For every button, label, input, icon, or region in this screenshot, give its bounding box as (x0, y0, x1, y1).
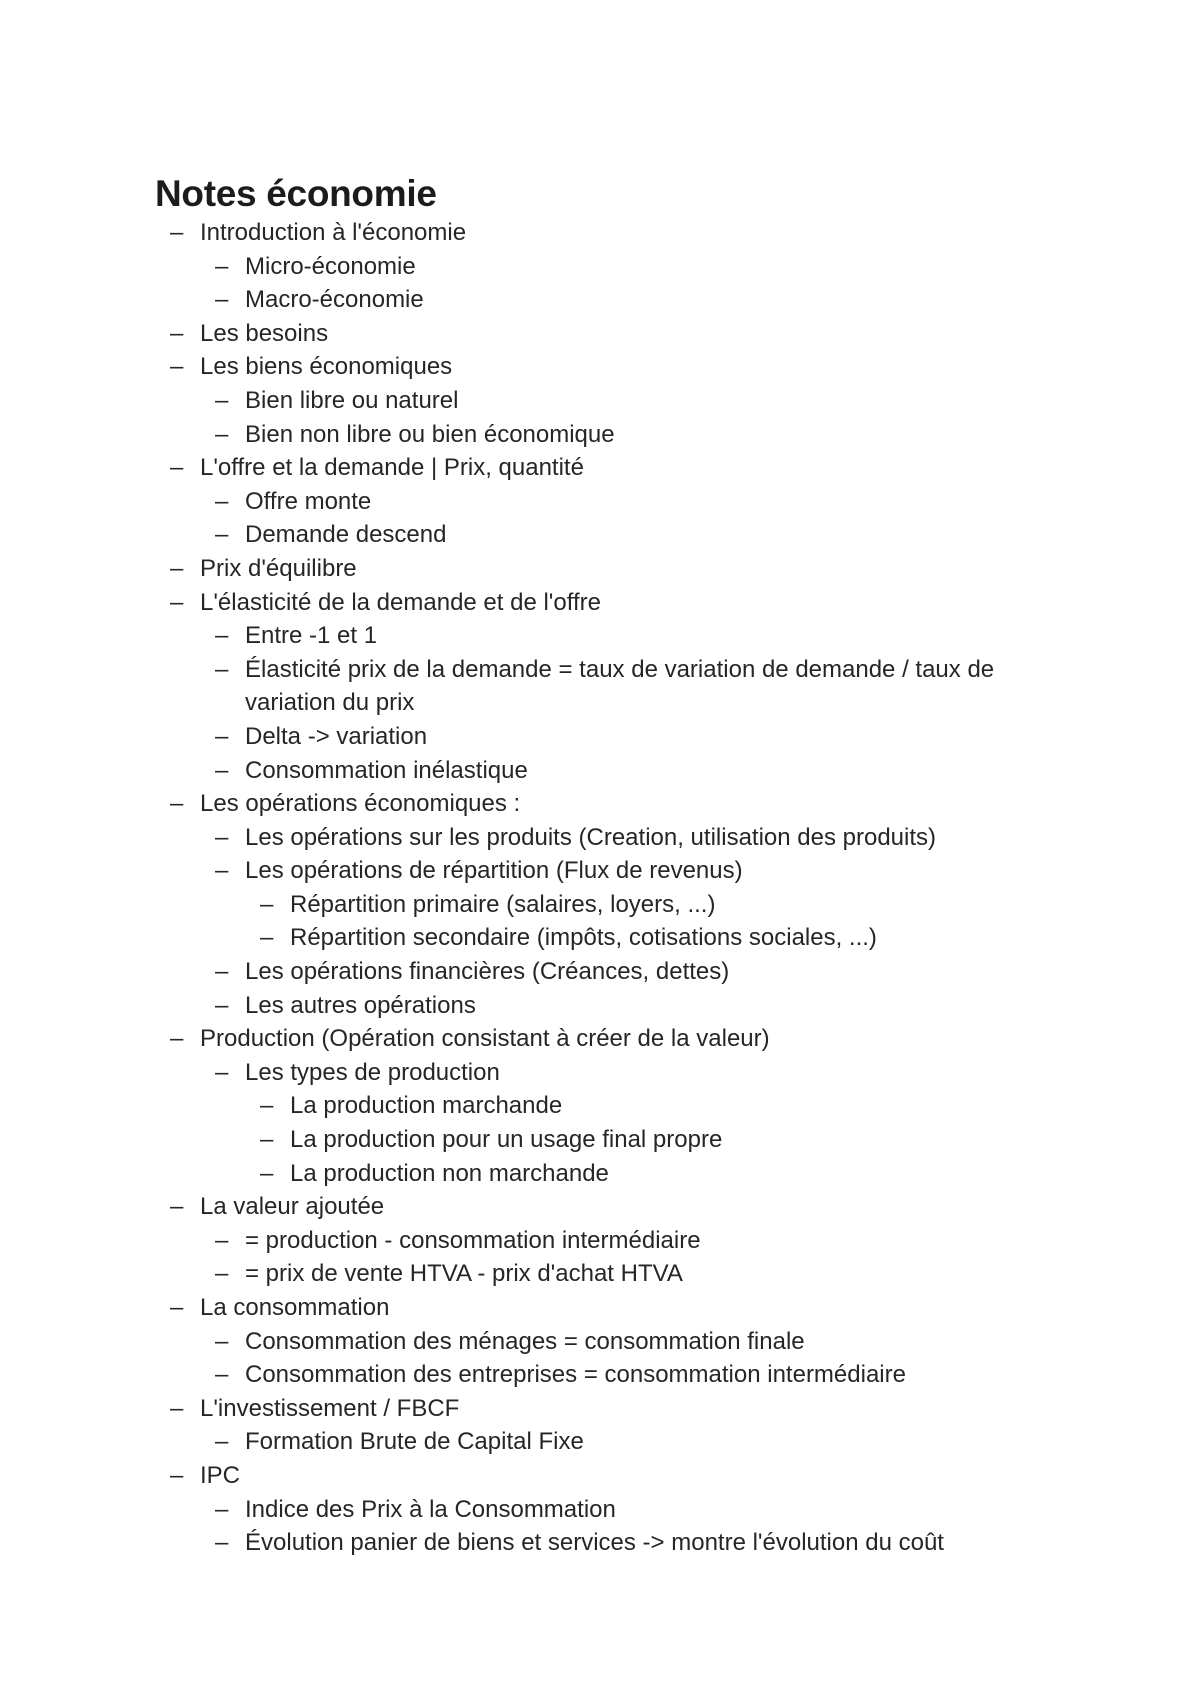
outline-item-level-1 (0, 485, 1045, 519)
outline-item-text: Bien libre ou naturel (245, 386, 459, 414)
outline-item-level-0 (0, 451, 1090, 485)
outline-item-level-1 (0, 1224, 1045, 1258)
dash-bullet-icon: – (260, 1126, 274, 1154)
outline-list (0, 216, 1200, 1560)
outline-item-level-0 (0, 350, 1090, 384)
outline-item-text: Consommation des ménages = consommation finale (245, 1327, 805, 1355)
outline-item-text: L'élasticité de la demande et de l'offre (200, 588, 601, 616)
outline-item-text: Consommation des entreprises = consommation intermédiaire (245, 1361, 906, 1389)
dash-bullet-icon: – (215, 487, 229, 515)
outline-item-text: = prix de vente HTVA - prix d'achat HTVA (245, 1260, 683, 1288)
dash-bullet-icon: – (260, 924, 274, 952)
outline-item-text: Entre -1 et 1 (245, 622, 378, 650)
dash-bullet-icon: – (170, 319, 184, 347)
dash-bullet-icon: – (215, 386, 229, 414)
outline-item-text: Consommation inélastique (245, 756, 528, 784)
dash-bullet-icon: – (170, 1193, 184, 1221)
outline-item-text: Les besoins (200, 319, 329, 347)
outline-item-level-2 (0, 1089, 1050, 1123)
outline-item-text: Production (Opération consistant à créer de la valeur) (200, 1025, 770, 1053)
outline-item-text: Offre monte (245, 487, 372, 515)
dash-bullet-icon: – (215, 1327, 229, 1355)
outline-item-level-1 (0, 1358, 1045, 1392)
dash-bullet-icon: – (170, 554, 184, 582)
dash-bullet-icon: – (215, 722, 229, 750)
dash-bullet-icon: – (170, 219, 184, 246)
dash-bullet-icon: – (215, 1529, 229, 1557)
outline-item-text: Micro-économie (245, 252, 416, 280)
outline-item-level-1 (0, 955, 1045, 989)
dash-bullet-icon: – (215, 1361, 229, 1389)
dash-bullet-icon: – (215, 857, 229, 885)
dash-bullet-icon: – (215, 1495, 229, 1523)
outline-item-text: Évolution panier de biens et services -> montre l'évolution du coût (245, 1529, 944, 1557)
dash-bullet-icon: – (215, 521, 229, 549)
dash-bullet-icon: – (170, 1394, 184, 1422)
outline-item-text: L'investissement / FBCF (200, 1394, 460, 1422)
dash-bullet-icon: – (170, 588, 184, 616)
dash-bullet-icon: – (215, 756, 229, 784)
dash-bullet-icon: – (215, 420, 229, 448)
dash-bullet-icon: – (170, 353, 184, 381)
outline-item-text: Les opérations sur les produits (Creation, utilisation des produits) (245, 823, 937, 851)
outline-item-level-0 (0, 317, 1090, 351)
outline-item-level-0 (0, 586, 1090, 620)
outline-item-text: Les opérations financières (Créances, dettes) (245, 958, 730, 986)
outline-item-level-0 (0, 1392, 1090, 1426)
outline-item-level-1 (0, 1425, 1045, 1459)
outline-item-level-2 (0, 888, 1050, 922)
outline-item-level-2 (0, 1123, 1050, 1157)
outline-item-level-1 (0, 1325, 1045, 1359)
outline-item-text: Introduction à l'économie (200, 219, 467, 246)
outline-item-level-1 (0, 653, 1045, 720)
dash-bullet-icon: – (170, 1294, 184, 1321)
dash-bullet-icon: – (215, 252, 229, 280)
dash-bullet-icon: – (170, 1025, 184, 1053)
outline-item-level-0 (0, 552, 1090, 586)
outline-item-level-1 (0, 720, 1045, 754)
outline-item-text: La production marchande (290, 1092, 563, 1120)
outline-item-text: Les biens économiques (200, 353, 453, 381)
outline-item-level-0 (0, 1291, 1090, 1325)
outline-item-text: Élasticité prix de la demande = taux de variation de demande / taux de variation du prix (245, 655, 995, 717)
outline-item-level-1 (0, 821, 1045, 855)
outline-item-text: Répartition secondaire (impôts, cotisations sociales, ...) (290, 924, 877, 952)
dash-bullet-icon: – (215, 1226, 229, 1254)
outline-item-level-1 (0, 1526, 1045, 1560)
outline-item-level-0 (0, 1459, 1090, 1493)
outline-item-level-1 (0, 989, 1045, 1023)
outline-item-text: Formation Brute de Capital Fixe (245, 1428, 584, 1456)
outline-item-text: Macro-économie (245, 286, 424, 314)
dash-bullet-icon: – (215, 958, 229, 986)
outline-item-level-1 (0, 1056, 1045, 1090)
outline-item-level-2 (0, 921, 1050, 955)
dash-bullet-icon: – (215, 286, 229, 314)
outline-item-level-0 (0, 1190, 1090, 1224)
outline-item-level-1 (0, 418, 1045, 452)
dash-bullet-icon: – (215, 1428, 229, 1456)
dash-bullet-icon: – (170, 790, 184, 818)
outline-item-text: = production - consommation intermédiaire (245, 1226, 701, 1254)
outline-item-text: Les autres opérations (245, 991, 476, 1019)
outline-item-text: Les opérations économiques : (200, 790, 521, 818)
dash-bullet-icon: – (170, 1461, 184, 1489)
outline-item-level-1 (0, 1493, 1045, 1527)
dash-bullet-icon: – (215, 1058, 229, 1086)
outline-item-text: La production non marchande (290, 1159, 609, 1187)
outline-item-text: Demande descend (245, 521, 447, 549)
outline-item-level-1 (0, 619, 1045, 653)
dash-bullet-icon: – (215, 991, 229, 1019)
outline-item-level-1 (0, 754, 1045, 788)
outline-item-text: IPC (200, 1461, 241, 1489)
dash-bullet-icon: – (260, 890, 274, 918)
dash-bullet-icon: – (260, 1159, 274, 1187)
outline-item-level-0 (0, 216, 1090, 250)
outline-item-level-1 (0, 250, 1045, 284)
outline-item-text: Les opérations de répartition (Flux de revenus) (245, 857, 743, 885)
outline-item-text: La valeur ajoutée (200, 1193, 385, 1221)
dash-bullet-icon: – (170, 454, 184, 482)
outline-item-text: Répartition primaire (salaires, loyers, ...) (290, 890, 716, 918)
outline-item-level-1 (0, 1257, 1045, 1291)
document-title: Notes économie (155, 173, 437, 214)
outline-item-level-0 (0, 787, 1090, 821)
outline-item-text: La production pour un usage final propre (290, 1126, 723, 1154)
dash-bullet-icon: – (215, 823, 229, 851)
outline-item-text: Delta -> variation (245, 722, 428, 750)
outline-item-text: Indice des Prix à la Consommation (245, 1495, 616, 1523)
outline-item-text: Prix d'équilibre (200, 554, 357, 582)
outline-item-level-1 (0, 384, 1045, 418)
outline-item-text: Les types de production (245, 1058, 500, 1086)
outline-item-text: La consommation (200, 1294, 390, 1321)
outline-item-text: L'offre et la demande | Prix, quantité (200, 454, 584, 482)
dash-bullet-icon: – (215, 622, 229, 650)
outline-item-level-0 (0, 1022, 1090, 1056)
outline-item-level-1 (0, 283, 1045, 317)
dash-bullet-icon: – (260, 1092, 274, 1120)
outline-item-level-1 (0, 518, 1045, 552)
dash-bullet-icon: – (215, 655, 229, 683)
outline-item-text: Bien non libre ou bien économique (245, 420, 615, 448)
dash-bullet-icon: – (215, 1260, 229, 1288)
outline-item-level-2 (0, 1157, 1050, 1191)
outline-item-level-1 (0, 854, 1045, 888)
